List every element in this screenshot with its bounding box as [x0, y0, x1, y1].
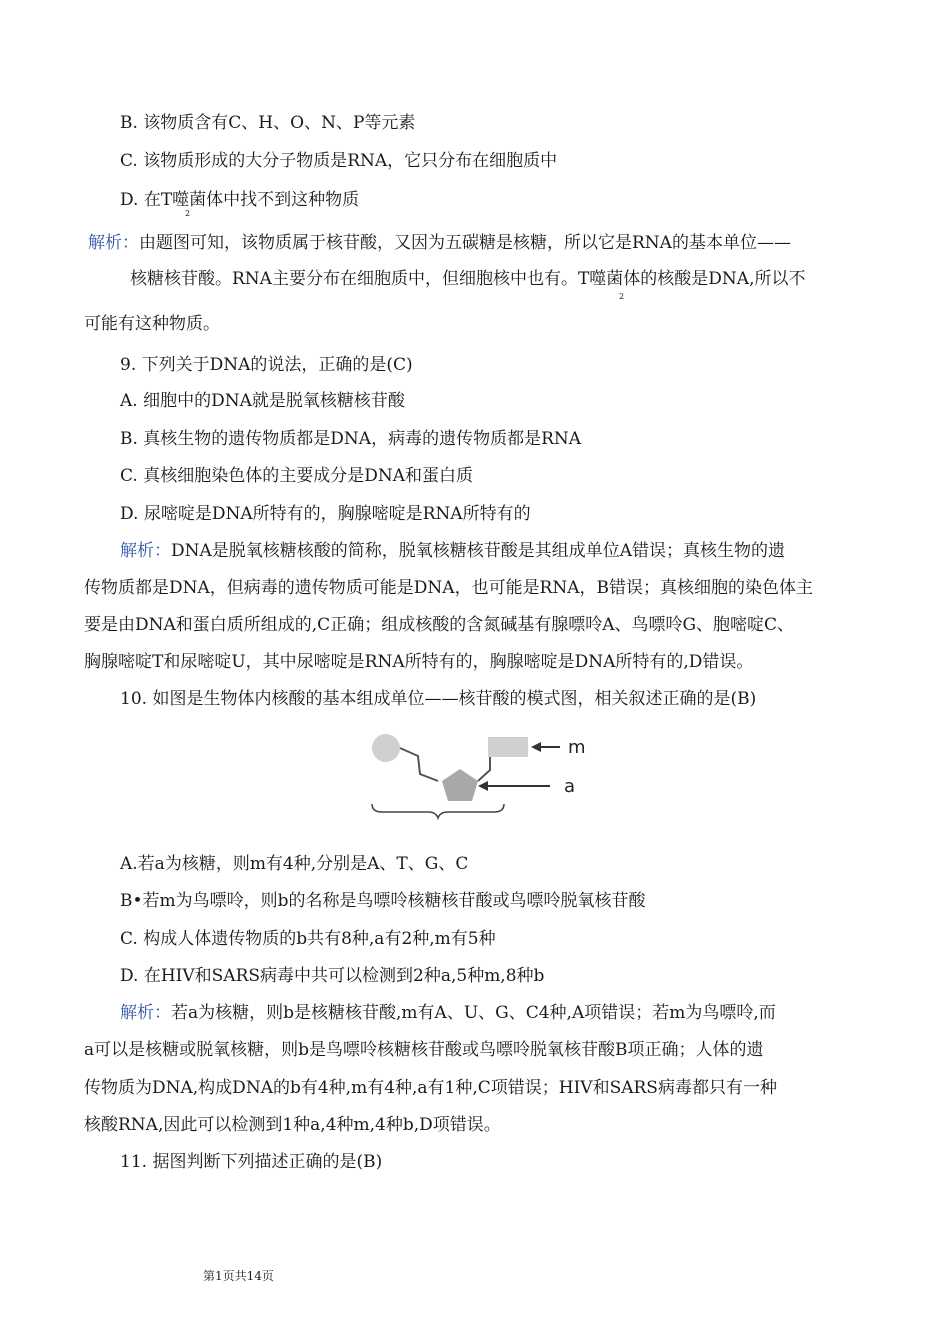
label-m: m — [568, 737, 586, 758]
q10-analysis-line4: 核酸RNA,因此可以检测到1种a,4种m,4种b,D项错误。 — [84, 1115, 501, 1135]
q8-analysis-text1: 由题图可知，该物质属于核苷酸，又因为五碳糖是核糖，所以它是RNA的基本单位—— — [139, 233, 791, 253]
phosphate-circle — [372, 734, 400, 762]
subscript-2: 2 — [185, 209, 191, 218]
brace-b — [372, 804, 504, 818]
q10-option-a: A.若a为核糖，则m有4种,分别是A、T、G、C — [120, 854, 469, 874]
arrow-a-head — [478, 781, 488, 791]
base-rectangle — [488, 737, 528, 757]
nucleotide-diagram — [360, 726, 620, 826]
q8-option-d-part2: 噬菌体中找不到这种物质 — [172, 190, 360, 210]
q10-analysis-line3: 传物质为DNA,构成DNA的b有4种,m有4种,a有1种,C项错误；HIV和SARS病毒都只有一种 — [84, 1078, 777, 1098]
q9-analysis-line2: 传物质都是DNA，但病毒的遗传物质可能是DNA，也可能是RNA，B错误；真核细胞的染色体主 — [84, 578, 814, 598]
q8-analysis-line1 — [88, 232, 791, 254]
bond-phosphate-sugar — [400, 748, 438, 781]
q10-option-c: C. 构成人体遗传物质的b共有8种,a有2种,m有5种 — [120, 929, 496, 949]
q10-stem: 10. 如图是生物体内核酸的基本组成单位——核苷酸的模式图，相关叙述正确的是(B) — [120, 689, 757, 709]
q8-option-d-part1: D. 在T — [120, 190, 173, 210]
q8-option-b: B. 该物质含有C、H、O、N、P等元素 — [120, 113, 416, 133]
pentose-sugar-pentagon — [442, 769, 478, 801]
q10-option-d: D. 在HIV和SARS病毒中共可以检测到2种a,5种m,8种b — [120, 966, 545, 986]
q8-analysis-line3: 可能有这种物质。 — [84, 314, 220, 334]
q9-analysis-line1 — [120, 540, 785, 562]
q10-analysis-line1 — [120, 1002, 776, 1024]
q8-option-c: C. 该物质形成的大分子物质是RNA，它只分布在细胞质中 — [120, 151, 558, 171]
q8-analysis-text2a: 核糖核苷酸。RNA主要分布在细胞质中，但细胞核中也有。T — [130, 269, 590, 289]
q8-option-d — [120, 189, 359, 211]
q8-analysis-text2b: 噬菌体的核酸是DNA,所以不 — [589, 269, 806, 289]
analysis-label: 解析： — [120, 1003, 171, 1023]
q9-analysis-line4: 胸腺嘧啶T和尿嘧啶U，其中尿嘧啶是RNA所特有的，胸腺嘧啶是DNA所特有的,D错误。 — [84, 652, 754, 672]
q10-analysis-line2: a可以是核糖或脱氧核糖，则b是鸟嘌呤核糖核苷酸或鸟嘌呤脱氧核苷酸B项正确；人体的遗 — [84, 1040, 764, 1060]
q10-option-b: B•若m为鸟嘌呤，则b的名称是鸟嘌呤核糖核苷酸或鸟嘌呤脱氧核苷酸 — [120, 891, 646, 911]
q10-analysis-text1: 若a为核糖，则b是核糖核苷酸,m有A、U、G、C4种,A项错误；若m为鸟嘌呤,而 — [171, 1003, 776, 1023]
q9-option-d: D. 尿嘧啶是DNA所特有的，胸腺嘧啶是RNA所特有的 — [120, 504, 531, 524]
q11-stem: 11. 据图判断下列描述正确的是(B) — [120, 1152, 383, 1172]
analysis-label: 解析： — [88, 233, 139, 253]
page-footer: 第1页共14页 — [203, 1269, 274, 1283]
q9-option-a: A. 细胞中的DNA就是脱氧核糖核苷酸 — [120, 391, 405, 411]
q9-analysis-line3: 要是由DNA和蛋白质所组成的,C正确；组成核酸的含氮碱基有腺嘌呤A、鸟嘌呤G、胞嘧啶C、 — [84, 615, 795, 635]
arrow-m-head — [531, 742, 541, 752]
q9-option-b: B. 真核生物的遗传物质都是DNA，病毒的遗传物质都是RNA — [120, 429, 582, 449]
q8-analysis-line2 — [130, 268, 805, 290]
q9-option-c: C. 真核细胞染色体的主要成分是DNA和蛋白质 — [120, 466, 473, 486]
subscript-2: 2 — [619, 292, 625, 301]
q9-stem: 9. 下列关于DNA的说法，正确的是(C) — [120, 355, 413, 375]
q9-analysis-text1: DNA是脱氧核糖核酸的简称，脱氧核糖核苷酸是其组成单位A错误；真核生物的遗 — [171, 541, 786, 561]
label-a: a — [564, 776, 576, 797]
analysis-label: 解析： — [120, 541, 171, 561]
